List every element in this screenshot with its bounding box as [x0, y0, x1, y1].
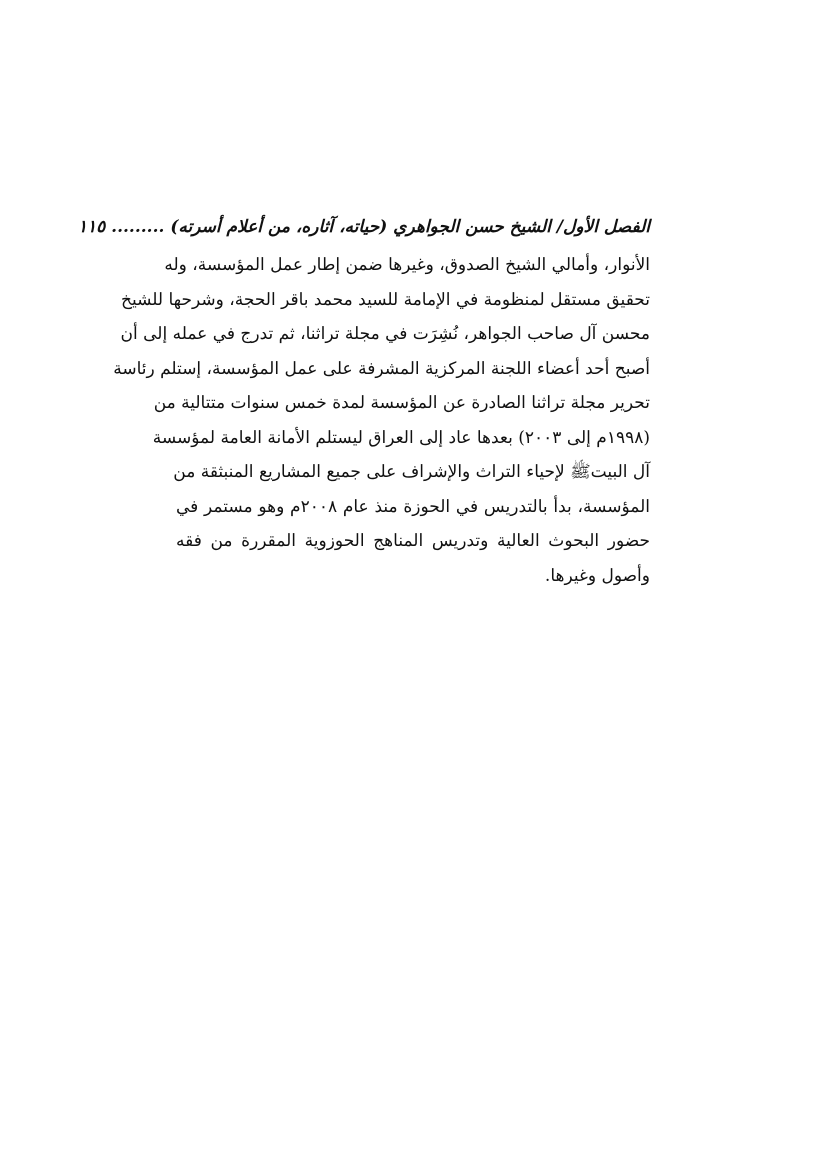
header-leader-dots: ......... — [111, 217, 171, 237]
text-line: الأنوار، وأمالي الشيخ الصدوق، وغيرها ضمن إطار عمل المؤسسة، وله — [164, 255, 650, 275]
text-line: محسن آل صاحب الجواهر، نُشِرَت في مجلة تراثنا، ثم تدرج في عمله إلى أن — [120, 324, 650, 344]
text-line: حضور البحوث العالية وتدريس المناهج الحوزوية المقررة من فقه — [176, 531, 650, 551]
text-line: تحقيق مستقل لمنظومة في الإمامة للسيد محمد باقر الحجة، وشرحها للشيخ — [121, 289, 650, 310]
text-line: وأصول وغيرها. — [544, 565, 650, 586]
running-header — [77, 212, 650, 242]
page-number: ١١٥ — [77, 217, 106, 237]
text-line: (١٩٩٨م إلى ٢٠٠٣) بعدها عاد إلى العراق ليستلم الأمانة العامة لمؤسسة — [152, 427, 650, 448]
text-line: آل البيتﷺ لإحياء التراث والإشراف على جميع المشاريع المنبثقة من — [173, 462, 650, 482]
text-line: تحرير مجلة تراثنا الصادرة عن المؤسسة لمدة خمس سنوات متتالية من — [153, 393, 650, 413]
text-line: المؤسسة، بدأ بالتدريس في الحوزة منذ عام ٢٠٠٨م وهو مستمر في — [176, 496, 650, 517]
body-paragraph — [113, 248, 650, 593]
header-title: الفصل الأول/ الشيخ حسن الجواهري (حياته، آثاره، من أعلام أسرته) — [170, 217, 650, 237]
text-line: أصبح أحد أعضاء اللجنة المركزية المشرفة على عمل المؤسسة، إستلم رئاسة — [113, 358, 650, 379]
